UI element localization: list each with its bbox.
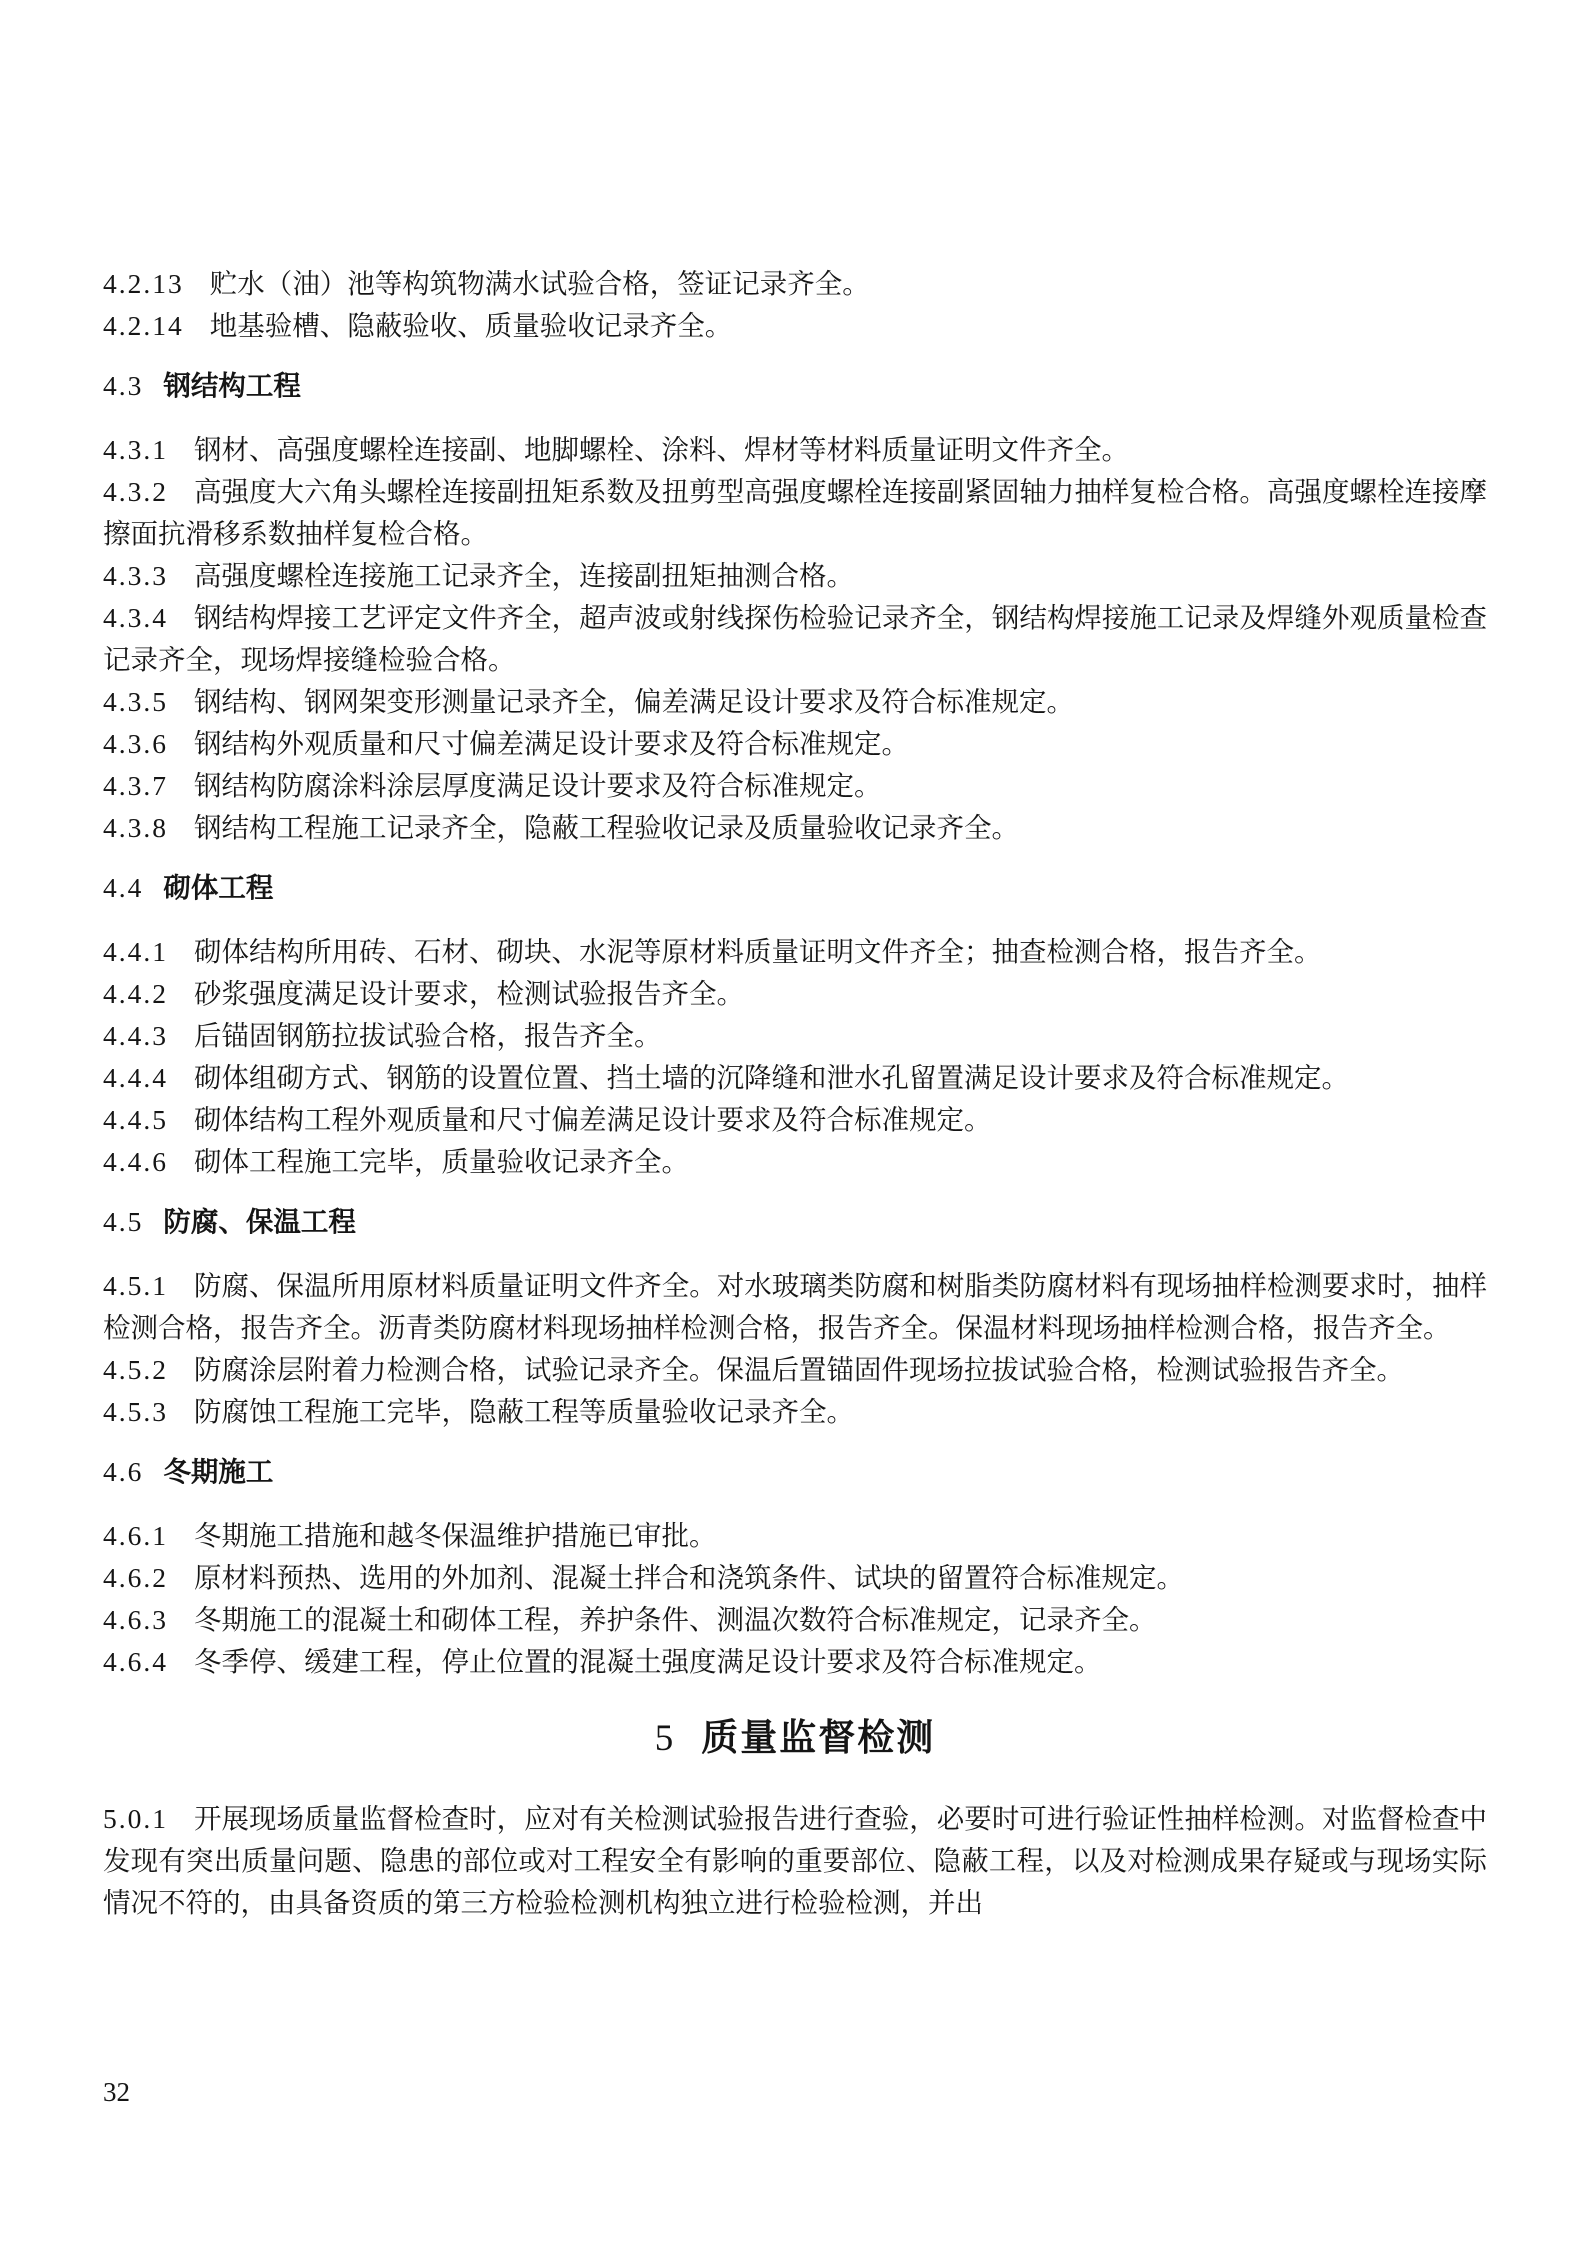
clause-number: 4.6	[103, 1456, 144, 1487]
clause-text: 防腐、保温工程	[163, 1206, 356, 1237]
subheading-4.5	[103, 1201, 1487, 1243]
clause-text: 防腐蚀工程施工完毕，隐蔽工程等质量验收记录齐全。	[194, 1396, 854, 1427]
clause-number: 4.3.8	[103, 812, 168, 843]
clause-number: 4.3.3	[103, 560, 168, 591]
clause-text: 砌体工程	[163, 872, 274, 903]
clause-text: 高强度螺栓连接施工记录齐全，连接副扭矩抽测合格。	[194, 560, 854, 591]
clause-4.4.4	[103, 1057, 1487, 1099]
page-number: 32	[103, 2077, 130, 2107]
clause-text: 砌体组砌方式、钢筋的设置位置、挡土墙的沉降缝和泄水孔留置满足设计要求及符合标准规定。	[194, 1062, 1349, 1093]
clause-5.0.1	[103, 1798, 1487, 1924]
clause-4.3.1	[103, 429, 1487, 471]
chapter-5	[103, 1713, 1487, 1764]
subheading-4.6	[103, 1451, 1487, 1493]
clause-text: 冬期施工措施和越冬保温维护措施已审批。	[194, 1520, 717, 1551]
clause-number: 4.3.2	[103, 476, 168, 507]
clause-number: 4.4.4	[103, 1062, 168, 1093]
subheading-4.4	[103, 867, 1487, 909]
clause-4.2.13	[103, 263, 1487, 305]
clause-4.3.5	[103, 681, 1487, 723]
clause-text: 高强度大六角头螺栓连接副扭矩系数及扭剪型高强度螺栓连接副紧固轴力抽样复检合格。高强度螺栓连接摩擦面抗滑移系数抽样复检合格。	[103, 476, 1487, 549]
clause-text: 钢结构焊接工艺评定文件齐全，超声波或射线探伤检验记录齐全，钢结构焊接施工记录及焊缝外观质量检查记录齐全，现场焊接缝检验合格。	[103, 602, 1487, 675]
clause-text: 开展现场质量监督检查时，应对有关检测试验报告进行查验，必要时可进行验证性抽样检测。对监督检查中发现有突出质量问题、隐患的部位或对工程安全有影响的重要部位、隐蔽工程，以及对检测成果存疑或与现场实际情况不符的，由具备资质的第三方检验检测机构独立进行检验检测，并出	[103, 1803, 1487, 1918]
clause-4.3.6	[103, 723, 1487, 765]
clause-number: 4.4.3	[103, 1020, 168, 1051]
clause-text: 砌体结构所用砖、石材、砌块、水泥等原材料质量证明文件齐全；抽查检测合格，报告齐全。	[194, 936, 1322, 967]
clause-4.4.1	[103, 931, 1487, 973]
clause-4.3.3	[103, 555, 1487, 597]
clause-number: 4.4.1	[103, 936, 168, 967]
clause-text: 防腐、保温所用原材料质量证明文件齐全。对水玻璃类防腐和树脂类防腐材料有现场抽样检测要求时，抽样检测合格，报告齐全。沥青类防腐材料现场抽样检测合格，报告齐全。保温材料现场抽样检测合格，报告齐全。	[103, 1270, 1487, 1343]
clause-4.4.2	[103, 973, 1487, 1015]
clause-number: 4.2.13	[103, 268, 184, 299]
clause-4.6.4	[103, 1641, 1487, 1683]
clause-number: 4.5.2	[103, 1354, 168, 1385]
clause-number: 4.3.5	[103, 686, 168, 717]
clause-4.3.7	[103, 765, 1487, 807]
clause-text: 质量监督检测	[701, 1717, 936, 1758]
clause-4.6.3	[103, 1599, 1487, 1641]
clause-4.5.1	[103, 1265, 1487, 1349]
clause-text: 钢结构工程施工记录齐全，隐蔽工程验收记录及质量验收记录齐全。	[194, 812, 1019, 843]
clause-number: 4.6.2	[103, 1562, 168, 1593]
clause-number: 4.4.5	[103, 1104, 168, 1135]
clause-number: 4.5.3	[103, 1396, 168, 1427]
clause-number: 4.5.1	[103, 1270, 168, 1301]
clause-number: 4.6.1	[103, 1520, 168, 1551]
clause-number: 4.6.4	[103, 1646, 168, 1677]
clause-text: 地基验槽、隐蔽验收、质量验收记录齐全。	[209, 310, 733, 341]
clause-text: 钢结构防腐涂料涂层厚度满足设计要求及符合标准规定。	[194, 770, 882, 801]
clause-4.2.14	[103, 305, 1487, 347]
clause-number: 4.4.2	[103, 978, 168, 1009]
clause-4.3.4	[103, 597, 1487, 681]
clause-number: 4.3	[103, 370, 144, 401]
clause-number: 4.6.3	[103, 1604, 168, 1635]
clause-4.5.3	[103, 1391, 1487, 1433]
clause-text: 砌体工程施工完毕，质量验收记录齐全。	[194, 1146, 689, 1177]
clause-4.3.8	[103, 807, 1487, 849]
clause-text: 钢结构外观质量和尺寸偏差满足设计要求及符合标准规定。	[194, 728, 909, 759]
clause-number: 5.0.1	[103, 1803, 168, 1834]
document-content	[103, 263, 1487, 1924]
clause-number: 4.5	[103, 1206, 144, 1237]
clause-4.6.1	[103, 1515, 1487, 1557]
clause-4.6.2	[103, 1557, 1487, 1599]
clause-number: 4.4	[103, 872, 144, 903]
clause-text: 原材料预热、选用的外加剂、混凝土拌合和浇筑条件、试块的留置符合标准规定。	[194, 1562, 1184, 1593]
clause-text: 砂浆强度满足设计要求，检测试验报告齐全。	[194, 978, 744, 1009]
subheading-4.3	[103, 365, 1487, 407]
clause-text: 后锚固钢筋拉拔试验合格，报告齐全。	[194, 1020, 662, 1051]
clause-4.4.3	[103, 1015, 1487, 1057]
clause-number: 4.3.4	[103, 602, 168, 633]
clause-text: 冬期施工的混凝土和砌体工程，养护条件、测温次数符合标准规定，记录齐全。	[194, 1604, 1157, 1635]
clause-number: 4.4.6	[103, 1146, 168, 1177]
clause-text: 砌体结构工程外观质量和尺寸偏差满足设计要求及符合标准规定。	[194, 1104, 992, 1135]
clause-number: 4.2.14	[103, 310, 184, 341]
clause-4.4.5	[103, 1099, 1487, 1141]
clause-text: 冬季停、缓建工程，停止位置的混凝土强度满足设计要求及符合标准规定。	[194, 1646, 1102, 1677]
clause-number: 4.3.7	[103, 770, 168, 801]
clause-number: 4.3.6	[103, 728, 168, 759]
clause-4.3.2	[103, 471, 1487, 555]
clause-4.5.2	[103, 1349, 1487, 1391]
clause-4.4.6	[103, 1141, 1487, 1183]
clause-text: 防腐涂层附着力检测合格，试验记录齐全。保温后置锚固件现场拉拔试验合格，检测试验报告齐全。	[194, 1354, 1404, 1385]
clause-text: 冬期施工	[163, 1456, 274, 1487]
clause-text: 贮水（油）池等构筑物满水试验合格，签证记录齐全。	[209, 268, 870, 299]
clause-text: 钢结构、钢网架变形测量记录齐全，偏差满足设计要求及符合标准规定。	[194, 686, 1074, 717]
clause-text: 钢材、高强度螺栓连接副、地脚螺栓、涂料、焊材等材料质量证明文件齐全。	[194, 434, 1129, 465]
clause-number: 5	[654, 1718, 674, 1759]
clause-number: 4.3.1	[103, 434, 168, 465]
clause-text: 钢结构工程	[163, 370, 301, 401]
